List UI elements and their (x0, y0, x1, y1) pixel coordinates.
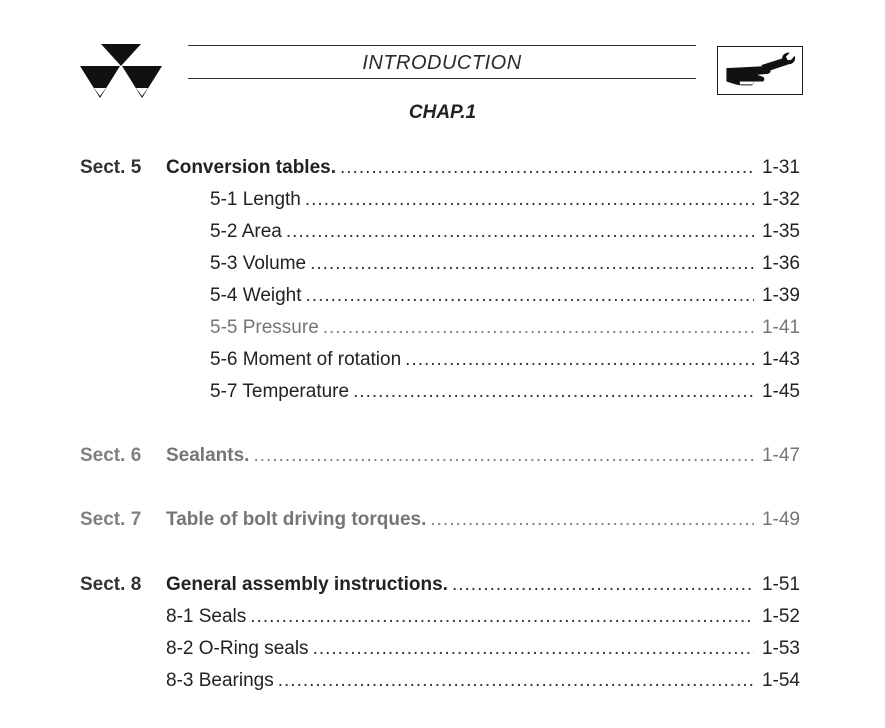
toc-row (166, 636, 800, 662)
toc-row (210, 315, 800, 341)
toc-row (210, 347, 800, 373)
toc-row (80, 507, 800, 533)
toc-leader-dots (353, 379, 754, 405)
toc-row (210, 187, 800, 213)
header-top-rule (188, 45, 696, 46)
service-tool-badge (717, 46, 803, 95)
toc-row (80, 443, 800, 469)
triple-triangle-logo (80, 44, 162, 98)
toc-leader-dots (305, 187, 754, 213)
toc-entry-title: 5-6 Moment of rotation (210, 349, 402, 370)
toc-section-number: Sect. 7 (80, 509, 142, 530)
toc-entry-title: 8-1 Seals (166, 606, 247, 627)
toc-page-number: 1-41 (761, 317, 800, 338)
toc-page-number: 1-45 (761, 381, 800, 402)
toc-page-number: 1-47 (761, 445, 800, 466)
toc-section-number: Sect. 6 (80, 445, 142, 466)
toc-leader-dots (250, 604, 754, 630)
toc-entry-title: 5-1 Length (210, 189, 301, 210)
toc-leader-dots (313, 636, 754, 662)
toc-leader-dots (430, 507, 754, 533)
toc-page-number: 1-39 (761, 285, 800, 306)
toc-row (80, 155, 800, 181)
toc-row (210, 251, 800, 277)
toc-section-number: Sect. 5 (80, 157, 142, 178)
toc-leader-dots (340, 155, 754, 181)
toc-page-number: 1-35 (761, 221, 800, 242)
toc-page-number: 1-49 (761, 509, 800, 530)
toc-page-number: 1-51 (761, 574, 800, 595)
toc-row (166, 604, 800, 630)
toc-row (210, 283, 800, 309)
toc-page-number: 1-53 (761, 638, 800, 659)
toc-entry-title: 5-4 Weight (210, 285, 302, 306)
toc-entry-title: 8-3 Bearings (166, 670, 274, 691)
toc-entry-title: 5-7 Temperature (210, 381, 350, 402)
toc-leader-dots (306, 283, 754, 309)
toc-leader-dots (323, 315, 754, 341)
toc-row (210, 219, 800, 245)
toc-leader-dots (452, 572, 754, 598)
toc-leader-dots (253, 443, 754, 469)
header-bottom-rule (188, 78, 696, 79)
toc-row (210, 379, 800, 405)
toc-entry-title: 5-5 Pressure (210, 317, 319, 338)
toc-entry-title: 5-2 Area (210, 221, 282, 242)
toc-entry-title: Sealants. (166, 445, 250, 466)
toc-entry-title: Conversion tables. (166, 157, 336, 178)
toc-page-number: 1-54 (761, 670, 800, 691)
toc-section-number: Sect. 8 (80, 574, 142, 595)
chapter-heading: CHAP.1 (408, 102, 477, 123)
page-header-title: INTRODUCTION (362, 52, 522, 74)
toc-page-number: 1-43 (761, 349, 800, 370)
hand-wrench-icon (718, 47, 802, 94)
toc-leader-dots (278, 668, 754, 694)
toc-leader-dots (310, 251, 754, 277)
toc-page-number: 1-32 (761, 189, 800, 210)
toc-entry-title: 8-2 O-Ring seals (166, 638, 309, 659)
toc-entry-title: 5-3 Volume (210, 253, 307, 274)
toc-page-number: 1-52 (761, 606, 800, 627)
toc-entry-title: General assembly instructions. (166, 574, 448, 595)
toc-leader-dots (405, 347, 754, 373)
toc-page-number: 1-36 (761, 253, 800, 274)
toc-entry-title: Table of bolt driving torques. (166, 509, 427, 530)
toc-leader-dots (286, 219, 754, 245)
toc-row (166, 668, 800, 694)
toc-page-number: 1-31 (761, 157, 800, 178)
toc-row (80, 572, 800, 598)
